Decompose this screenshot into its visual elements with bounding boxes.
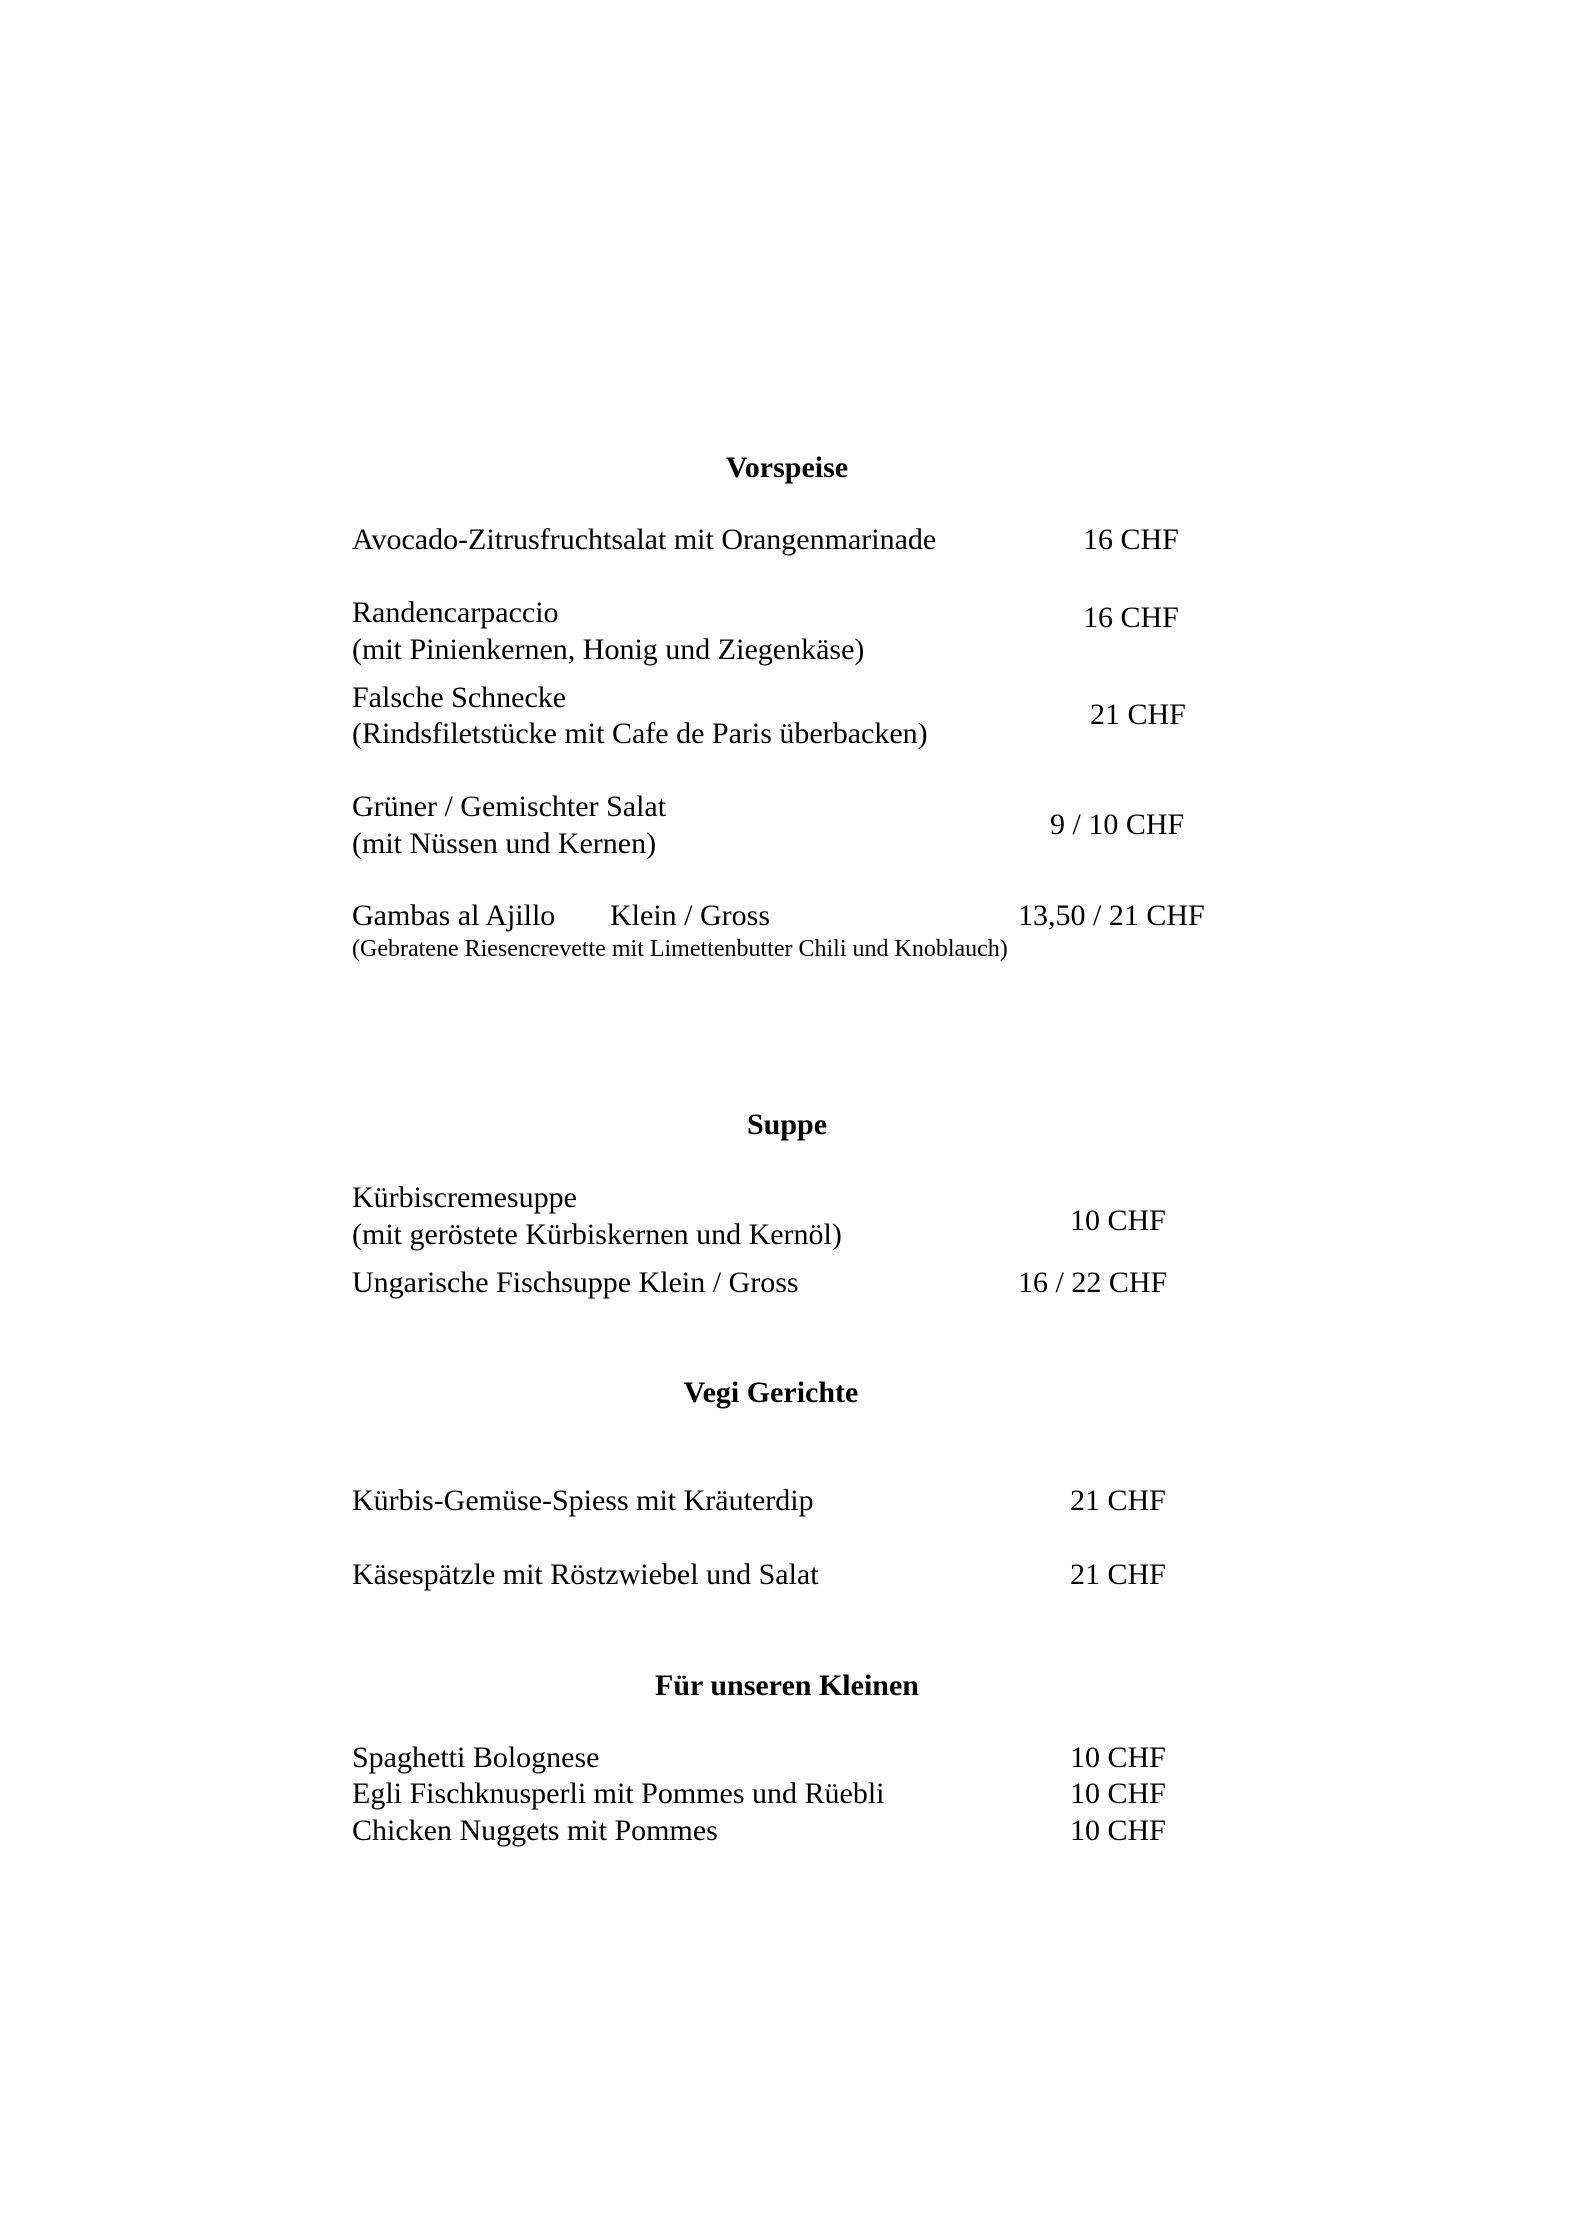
item-name: Falsche Schnecke [352,681,567,714]
item-size: Klein / Gross [610,899,770,932]
section-heading-kleinen: Für unseren Kleinen [655,1669,919,1702]
item-name: Egli Fischknusperli mit Pommes und Rüebli [352,1777,885,1810]
item-price: 16 / 22 CHF [1018,1266,1168,1299]
item-price: 16 CHF [1083,601,1179,634]
item-name: Spaghetti Bolognese [352,1741,600,1774]
item-detail: (mit Pinienkernen, Honig und Ziegenkäse) [352,633,865,666]
item-detail: (Rindsfiletstücke mit Cafe de Paris überbacken) [352,717,928,750]
item-detail: (mit Nüssen und Kernen) [352,827,657,860]
section-heading-vorspeise: Vorspeise [725,451,849,484]
item-name: Grüner / Gemischter Salat [352,790,667,823]
item-price: 21 CHF [1070,1484,1166,1517]
section-heading-vegi-gerichte: Vegi Gerichte [683,1376,859,1409]
item-name: Chicken Nuggets mit Pommes [352,1814,718,1847]
item-price: 13,50 / 21 CHF [1018,899,1205,932]
item-price: 16 CHF [1083,523,1179,556]
item-name: Kürbiscremesuppe [352,1181,577,1214]
item-price: 10 CHF [1070,1814,1166,1847]
section-heading-suppe: Suppe [746,1108,828,1141]
item-price: 10 CHF [1070,1204,1166,1237]
item-price: 21 CHF [1070,1558,1166,1591]
item-name: Randencarpaccio [352,596,559,629]
item-detail: (Gebratene Riesencrevette mit Limettenbutter Chili und Knoblauch) [352,936,1008,962]
item-price: 21 CHF [1090,698,1186,731]
item-price: 10 CHF [1070,1741,1166,1774]
item-name: Kürbis-Gemüse-Spiess mit Kräuterdip [352,1484,814,1517]
item-name: Gambas al Ajillo [352,899,556,932]
item-name: Avocado-Zitrusfruchtsalat mit Orangenmarinade [352,523,937,556]
item-name: Ungarische Fischsuppe Klein / Gross [352,1266,799,1299]
item-price: 10 CHF [1070,1777,1166,1810]
item-detail: (mit geröstete Kürbiskernen und Kernöl) [352,1218,842,1251]
item-name: Käsespätzle mit Röstzwiebel und Salat [352,1558,819,1591]
item-price: 9 / 10 CHF [1050,808,1185,841]
